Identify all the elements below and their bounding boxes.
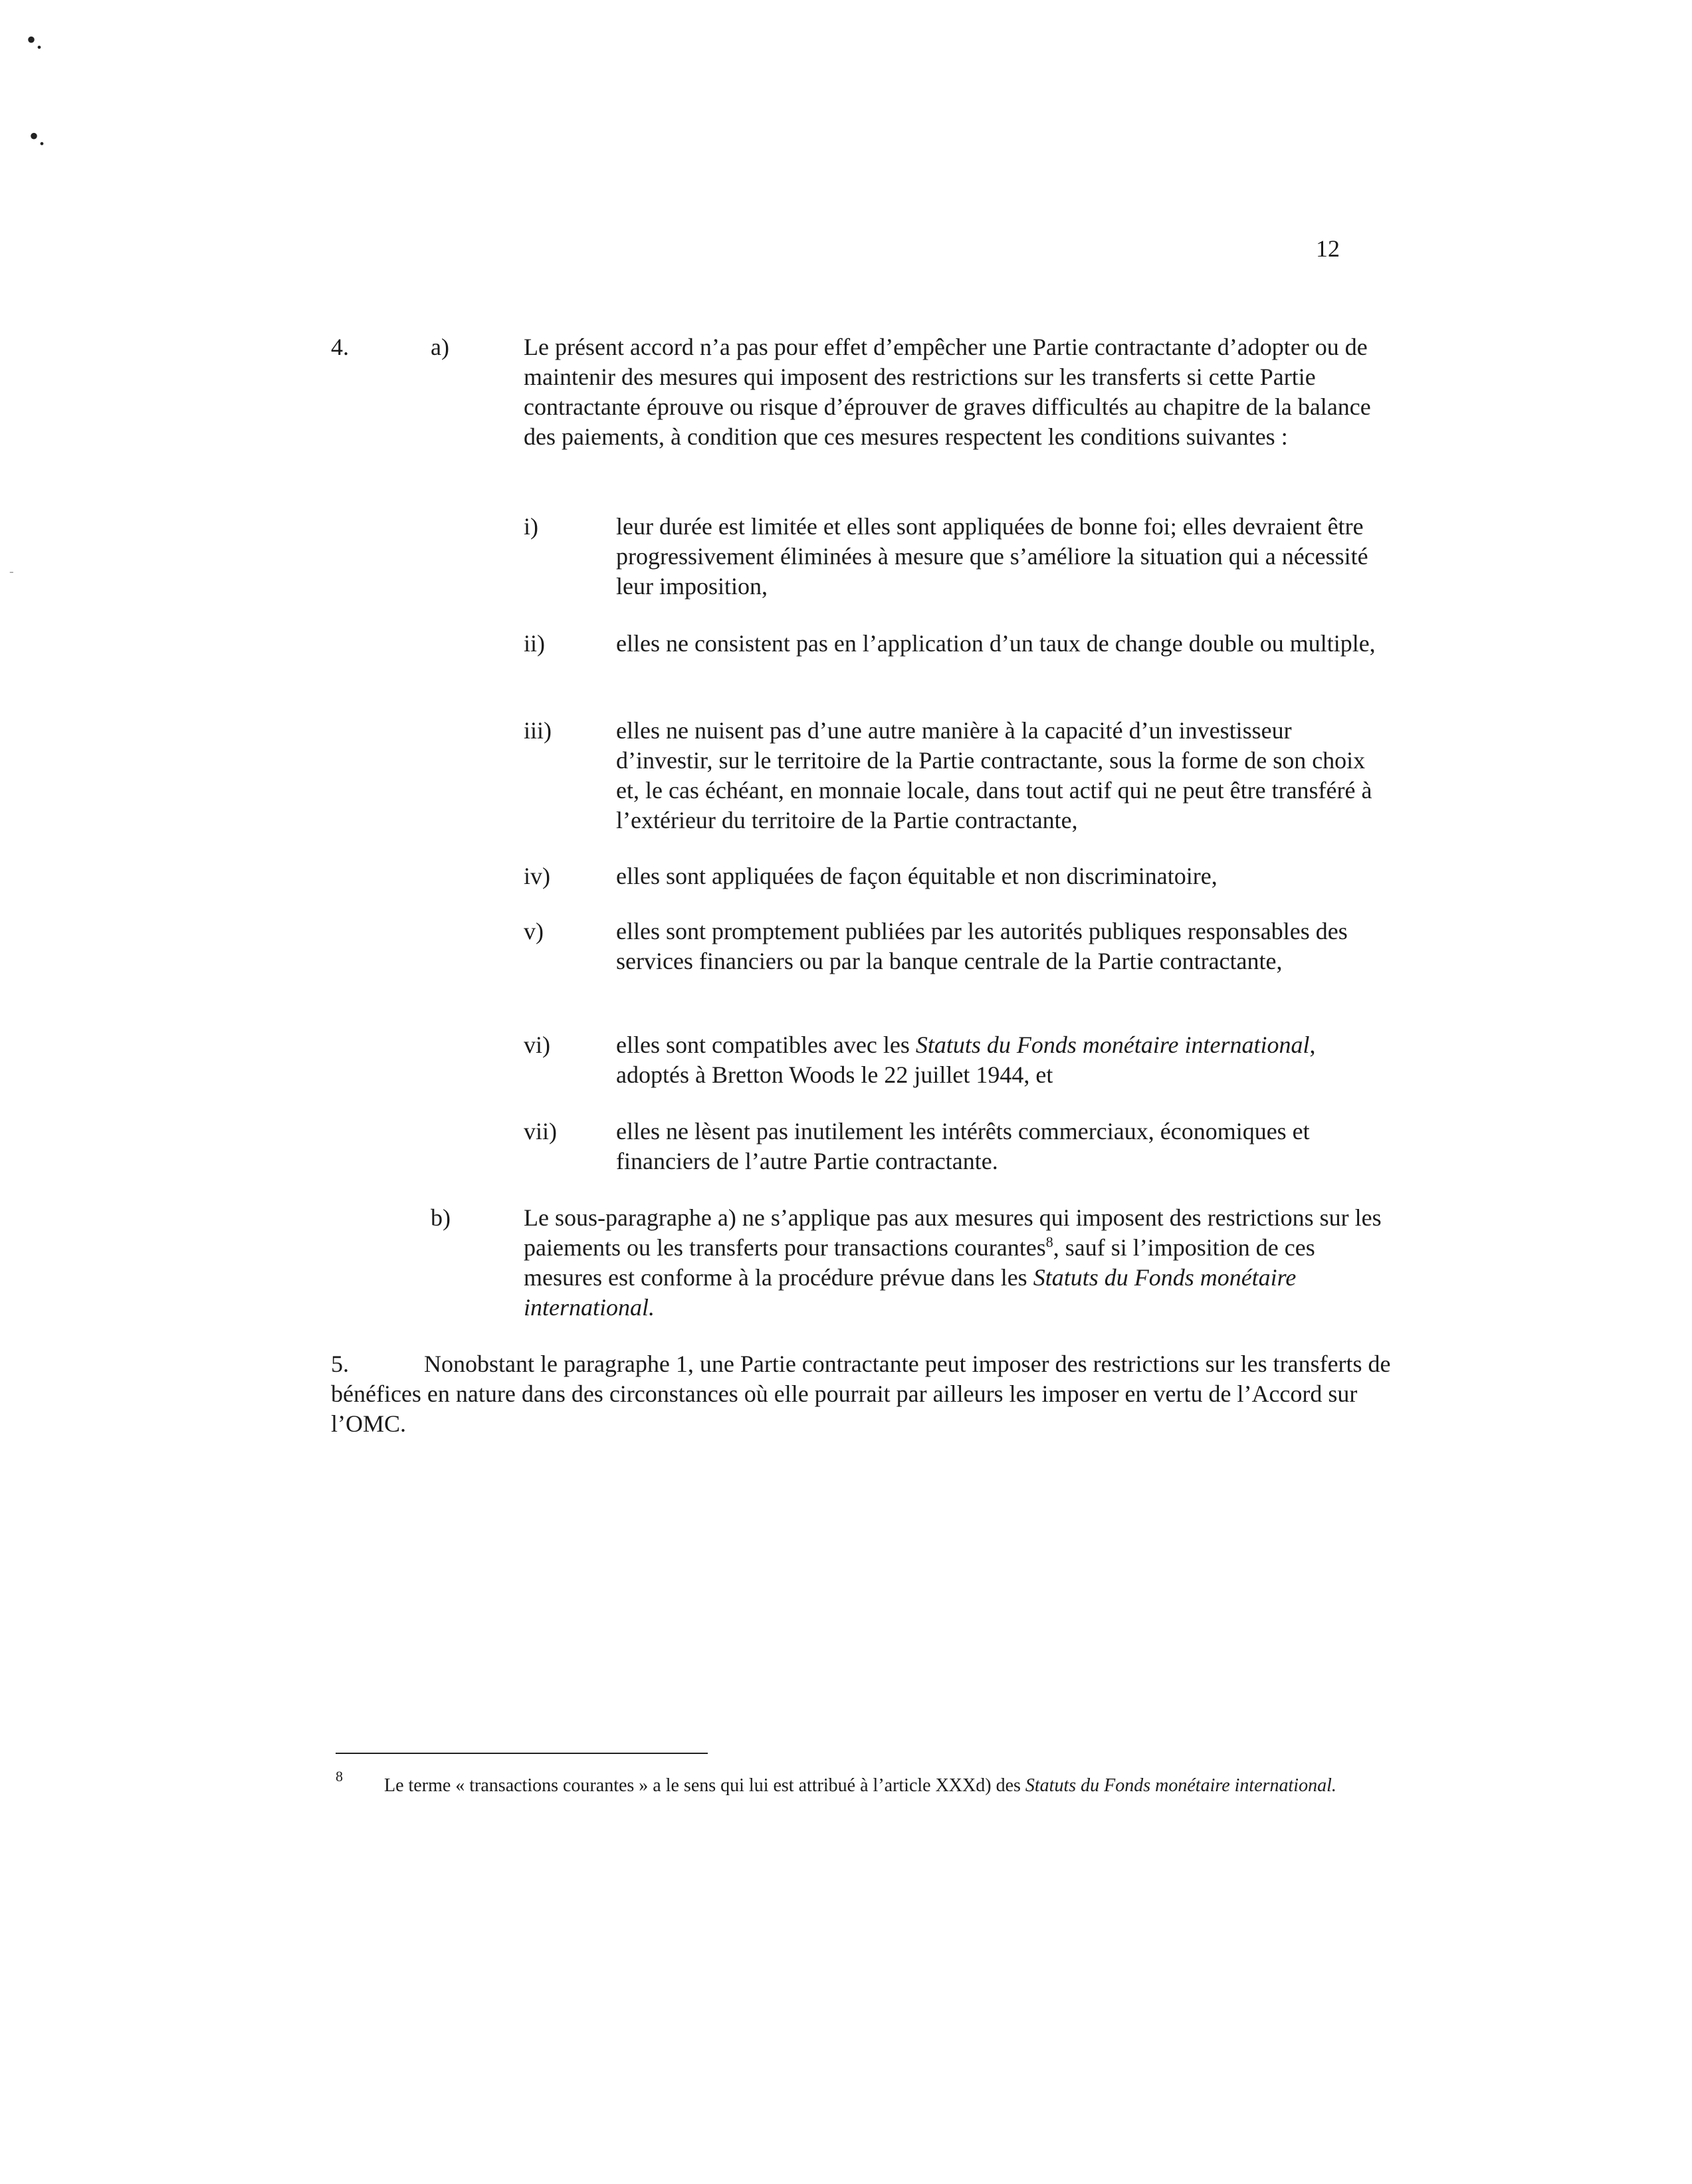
item-vii-label: vii): [524, 1118, 557, 1145]
item-ii-text: elles ne consistent pas en l’application d’un taux de change double ou multiple,: [616, 630, 1376, 657]
subparagraph-b-text-start: Le sous-paragraphe a) ne s’applique pas aux mesures qui imposent des restrictions sur les paiements ou les transferts pour transactions courantes: [524, 1204, 1382, 1261]
item-v-label: v): [524, 918, 544, 944]
subparagraph-a-text: Le présent accord n’a pas pour effet d’empêcher une Partie contractante d’adopter ou de maintenir des mesures qui imposent des restrictions sur les transferts si cette Partie contractante éprouve ou risque d’éprouver de graves difficultés au chapitre de la balance des paiements, à condition que ces mesures respectent les conditions suivantes :: [524, 334, 1371, 450]
footnote-divider: [336, 1753, 708, 1754]
subparagraph-b-italic-title: Statuts du Fonds monétaire international.: [524, 1264, 1297, 1321]
paragraph-5-text: Nonobstant le paragraphe 1, une Partie contractante peut imposer des restrictions sur les transferts de bénéfices en nature dans des circonstances où elle pourrait par ailleurs les imposer en vertu de l’Accord sur l’OMC.: [331, 1351, 1391, 1437]
item-vii-text: elles ne lèsent pas inutilement les intérêts commerciaux, économiques et financiers de l’autre Partie contractante.: [616, 1118, 1310, 1174]
footnote-reference: 8: [1045, 1234, 1053, 1250]
item-vi-text: [616, 1030, 1394, 1090]
scan-speck: •.: [29, 121, 46, 151]
subparagraph-b-label: b): [431, 1204, 451, 1231]
item-iii-label: iii): [524, 717, 552, 744]
item-vi-label: vi): [524, 1032, 550, 1058]
item-vi-italic-title: Statuts du Fonds monétaire international: [915, 1032, 1310, 1058]
item-iv-text: elles sont appliquées de façon équitable et non discriminatoire,: [616, 863, 1217, 889]
item-vi-text-start: elles sont compatibles avec les: [616, 1032, 916, 1058]
page-number: 12: [1316, 235, 1340, 262]
item-v-text: elles sont promptement publiées par les autorités publiques responsables des services financiers ou par la banque centrale de la Partie contractante,: [616, 918, 1348, 974]
subparagraph-b-text-middle: , sauf si l’imposition de ces mesures est conforme à la procédure prévue dans les: [524, 1234, 1315, 1291]
item-vi-text-end: , adoptés à Bretton Woods le 22 juillet 1944, et: [616, 1032, 1316, 1088]
item-i-text: leur durée est limitée et elles sont appliquées de bonne foi; elles devraient être progressivement éliminées à mesure que s’améliore la situation qui a nécessité leur imposition,: [616, 513, 1368, 600]
subparagraph-b-text: [524, 1203, 1388, 1323]
item-iv-label: iv): [524, 863, 550, 889]
paragraph-4-number: 4.: [331, 334, 349, 360]
item-iii-text: elles ne nuisent pas d’une autre manière à la capacité d’un investisseur d’investir, sur le territoire de la Partie contractante, sous la forme de son choix et, le cas échéant, en monnaie locale, dans tout actif qui ne peut être transféré à l’extérieur du territoire de la Partie contractante,: [616, 717, 1372, 833]
footnote-number: 8: [336, 1768, 343, 1785]
scan-speck: •.: [27, 25, 43, 55]
footnote-text-start: Le terme « transactions courantes » a le sens qui lui est attribué à l’article XXXd) des: [384, 1775, 1025, 1796]
footnote-italic-title: Statuts du Fonds monétaire international.: [1025, 1775, 1336, 1796]
item-i-label: i): [524, 513, 538, 540]
item-ii-label: ii): [524, 630, 545, 657]
subparagraph-a-label: a): [431, 334, 449, 360]
paragraph-5-number: 5.: [331, 1351, 349, 1377]
footnote-text: [384, 1773, 1394, 1799]
scan-speck: -: [9, 564, 14, 579]
paragraph-5: [331, 1349, 1394, 1439]
